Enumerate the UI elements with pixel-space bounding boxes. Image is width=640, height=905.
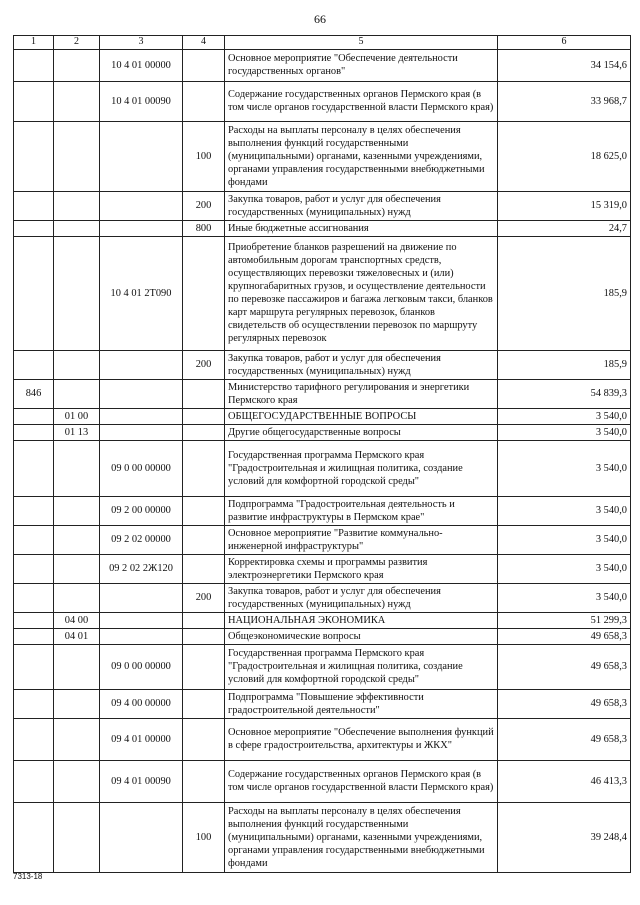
item-name: Закупка товаров, работ и услуг для обеспечения государственных (муниципальных) нужд bbox=[225, 350, 498, 379]
target-article-code: 09 4 00 00000 bbox=[100, 689, 183, 718]
item-name: Корректировка схемы и программы развития электроэнергетики Пермского края bbox=[225, 554, 498, 583]
target-article-code bbox=[100, 121, 183, 191]
column-number: 5 bbox=[225, 36, 498, 50]
footer-code: 7313-18 bbox=[13, 872, 43, 881]
expense-type-code bbox=[183, 612, 225, 628]
item-name: Закупка товаров, работ и услуг для обеспечения государственных (муниципальных) нужд bbox=[225, 583, 498, 612]
amount: 49 658,3 bbox=[498, 718, 631, 760]
section-code bbox=[54, 525, 100, 554]
amount: 185,9 bbox=[498, 236, 631, 350]
amount: 39 248,4 bbox=[498, 802, 631, 872]
table-row bbox=[14, 760, 631, 802]
table-row bbox=[14, 350, 631, 379]
table-row bbox=[14, 718, 631, 760]
expense-type-code bbox=[183, 236, 225, 350]
item-name: Расходы на выплаты персоналу в целях обеспечения выполнения функций государственными (муниципальными) органами, казенными учреждениями, органами управления государственными внебюджетными фондами bbox=[225, 802, 498, 872]
target-article-code bbox=[100, 379, 183, 408]
column-number: 1 bbox=[14, 36, 54, 50]
table-row bbox=[14, 525, 631, 554]
expense-type-code bbox=[183, 81, 225, 121]
section-code bbox=[54, 583, 100, 612]
target-article-code bbox=[100, 612, 183, 628]
section-code: 04 01 bbox=[54, 628, 100, 644]
department-code bbox=[14, 220, 54, 236]
expense-type-code bbox=[183, 424, 225, 440]
department-code bbox=[14, 440, 54, 496]
expense-type-code bbox=[183, 379, 225, 408]
amount: 46 413,3 bbox=[498, 760, 631, 802]
amount: 49 658,3 bbox=[498, 628, 631, 644]
section-code bbox=[54, 121, 100, 191]
item-name: Основное мероприятие "Обеспечение деятельности государственных органов" bbox=[225, 49, 498, 81]
amount: 3 540,0 bbox=[498, 525, 631, 554]
target-article-code: 09 2 02 00000 bbox=[100, 525, 183, 554]
item-name: Основное мероприятие "Развитие коммунально-инженерной инфраструктуры" bbox=[225, 525, 498, 554]
target-article-code: 09 2 00 00000 bbox=[100, 496, 183, 525]
department-code bbox=[14, 525, 54, 554]
table-row bbox=[14, 236, 631, 350]
section-code bbox=[54, 644, 100, 689]
section-code bbox=[54, 496, 100, 525]
department-code bbox=[14, 121, 54, 191]
table-row bbox=[14, 628, 631, 644]
target-article-code: 09 2 02 2Ж120 bbox=[100, 554, 183, 583]
amount: 51 299,3 bbox=[498, 612, 631, 628]
item-name: ОБЩЕГОСУДАРСТВЕННЫЕ ВОПРОСЫ bbox=[225, 408, 498, 424]
expense-type-code bbox=[183, 718, 225, 760]
target-article-code: 09 0 00 00000 bbox=[100, 644, 183, 689]
item-name: Государственная программа Пермского края "Градостроительная и жилищная политика, создание условий для комфортной городской среды" bbox=[225, 644, 498, 689]
expense-type-code: 200 bbox=[183, 350, 225, 379]
amount: 3 540,0 bbox=[498, 408, 631, 424]
item-name: Государственная программа Пермского края "Градостроительная и жилищная политика, создание условий для комфортной городской среды" bbox=[225, 440, 498, 496]
department-code bbox=[14, 236, 54, 350]
section-code: 04 00 bbox=[54, 612, 100, 628]
amount: 34 154,6 bbox=[498, 49, 631, 81]
amount: 54 839,3 bbox=[498, 379, 631, 408]
department-code bbox=[14, 496, 54, 525]
amount: 3 540,0 bbox=[498, 424, 631, 440]
item-name: Подпрограмма "Повышение эффективности градостроительной деятельности" bbox=[225, 689, 498, 718]
department-code bbox=[14, 760, 54, 802]
table-row bbox=[14, 379, 631, 408]
section-code bbox=[54, 802, 100, 872]
department-code bbox=[14, 81, 54, 121]
amount: 3 540,0 bbox=[498, 554, 631, 583]
table-row bbox=[14, 802, 631, 872]
amount: 33 968,7 bbox=[498, 81, 631, 121]
expense-type-code: 800 bbox=[183, 220, 225, 236]
table-row bbox=[14, 644, 631, 689]
column-number: 4 bbox=[183, 36, 225, 50]
section-code: 01 00 bbox=[54, 408, 100, 424]
amount: 49 658,3 bbox=[498, 644, 631, 689]
amount: 3 540,0 bbox=[498, 496, 631, 525]
table-row bbox=[14, 554, 631, 583]
section-code bbox=[54, 49, 100, 81]
amount: 15 319,0 bbox=[498, 191, 631, 220]
item-name: НАЦИОНАЛЬНАЯ ЭКОНОМИКА bbox=[225, 612, 498, 628]
table-row bbox=[14, 583, 631, 612]
department-code bbox=[14, 424, 54, 440]
table-row bbox=[14, 408, 631, 424]
department-code: 846 bbox=[14, 379, 54, 408]
column-number: 6 bbox=[498, 36, 631, 50]
page-number: 66 bbox=[314, 12, 326, 26]
department-code bbox=[14, 554, 54, 583]
amount: 185,9 bbox=[498, 350, 631, 379]
expense-type-code: 100 bbox=[183, 802, 225, 872]
section-code bbox=[54, 81, 100, 121]
department-code bbox=[14, 408, 54, 424]
table-row bbox=[14, 121, 631, 191]
target-article-code: 10 4 01 2Т090 bbox=[100, 236, 183, 350]
target-article-code: 10 4 01 00090 bbox=[100, 81, 183, 121]
department-code bbox=[14, 191, 54, 220]
column-number: 3 bbox=[100, 36, 183, 50]
expense-type-code bbox=[183, 525, 225, 554]
section-code bbox=[54, 760, 100, 802]
expense-type-code bbox=[183, 628, 225, 644]
item-name: Другие общегосударственные вопросы bbox=[225, 424, 498, 440]
item-name: Расходы на выплаты персоналу в целях обеспечения выполнения функций государственными (муниципальными) органами, казенными учреждениями, органами управления государственными внебюджетными фондами bbox=[225, 121, 498, 191]
target-article-code: 09 0 00 00000 bbox=[100, 440, 183, 496]
table-row bbox=[14, 612, 631, 628]
department-code bbox=[14, 49, 54, 81]
target-article-code: 09 4 01 00000 bbox=[100, 718, 183, 760]
department-code bbox=[14, 583, 54, 612]
expense-type-code bbox=[183, 760, 225, 802]
expense-type-code bbox=[183, 496, 225, 525]
target-article-code bbox=[100, 350, 183, 379]
section-code bbox=[54, 718, 100, 760]
table-row bbox=[14, 49, 631, 81]
target-article-code bbox=[100, 408, 183, 424]
target-article-code: 10 4 01 00000 bbox=[100, 49, 183, 81]
department-code bbox=[14, 350, 54, 379]
expense-type-code bbox=[183, 644, 225, 689]
table-row bbox=[14, 81, 631, 121]
section-code bbox=[54, 350, 100, 379]
table-row bbox=[14, 191, 631, 220]
department-code bbox=[14, 628, 54, 644]
section-code bbox=[54, 236, 100, 350]
section-code bbox=[54, 689, 100, 718]
expense-type-code: 200 bbox=[183, 583, 225, 612]
target-article-code: 09 4 01 00090 bbox=[100, 760, 183, 802]
item-name: Иные бюджетные ассигнования bbox=[225, 220, 498, 236]
budget-table bbox=[13, 35, 631, 873]
item-name: Закупка товаров, работ и услуг для обеспечения государственных (муниципальных) нужд bbox=[225, 191, 498, 220]
table-row bbox=[14, 440, 631, 496]
expense-type-code bbox=[183, 440, 225, 496]
target-article-code bbox=[100, 628, 183, 644]
table-row bbox=[14, 496, 631, 525]
section-code bbox=[54, 554, 100, 583]
table-row bbox=[14, 689, 631, 718]
item-name: Подпрограмма "Градостроительная деятельность и развитие инфраструктуры в Пермском крае" bbox=[225, 496, 498, 525]
target-article-code bbox=[100, 583, 183, 612]
expense-type-code bbox=[183, 554, 225, 583]
item-name: Основное мероприятие "Обеспечение выполнения функций в сфере градостроительства, архитектуры и ЖКХ" bbox=[225, 718, 498, 760]
table-row bbox=[14, 220, 631, 236]
column-number-row bbox=[14, 36, 631, 50]
amount: 18 625,0 bbox=[498, 121, 631, 191]
item-name: Содержание государственных органов Пермского края (в том числе органов государственной власти Пермского края) bbox=[225, 81, 498, 121]
item-name: Приобретение бланков разрешений на движение по автомобильным дорогам транспортных средств, осуществляющих перевозки тяжеловесных и (или) крупногабаритных грузов, и осуществление деятельности по перевозке пассажиров и багажа легковым такси, бланков карт маршрута регулярных перевозок, бланков свидетельств об осуществлении перевозок по маршруту регулярных перевозок bbox=[225, 236, 498, 350]
department-code bbox=[14, 718, 54, 760]
target-article-code bbox=[100, 220, 183, 236]
target-article-code bbox=[100, 802, 183, 872]
amount: 3 540,0 bbox=[498, 583, 631, 612]
expense-type-code bbox=[183, 49, 225, 81]
section-code: 01 13 bbox=[54, 424, 100, 440]
department-code bbox=[14, 612, 54, 628]
expense-type-code: 100 bbox=[183, 121, 225, 191]
expense-type-code bbox=[183, 408, 225, 424]
expense-type-code: 200 bbox=[183, 191, 225, 220]
amount: 49 658,3 bbox=[498, 689, 631, 718]
department-code bbox=[14, 689, 54, 718]
section-code bbox=[54, 191, 100, 220]
department-code bbox=[14, 802, 54, 872]
section-code bbox=[54, 220, 100, 236]
column-number: 2 bbox=[54, 36, 100, 50]
table-row bbox=[14, 424, 631, 440]
target-article-code bbox=[100, 424, 183, 440]
department-code bbox=[14, 644, 54, 689]
expense-type-code bbox=[183, 689, 225, 718]
amount: 3 540,0 bbox=[498, 440, 631, 496]
amount: 24,7 bbox=[498, 220, 631, 236]
item-name: Общеэкономические вопросы bbox=[225, 628, 498, 644]
section-code bbox=[54, 440, 100, 496]
target-article-code bbox=[100, 191, 183, 220]
section-code bbox=[54, 379, 100, 408]
item-name: Содержание государственных органов Пермского края (в том числе органов государственной власти Пермского края) bbox=[225, 760, 498, 802]
item-name: Министерство тарифного регулирования и энергетики Пермского края bbox=[225, 379, 498, 408]
